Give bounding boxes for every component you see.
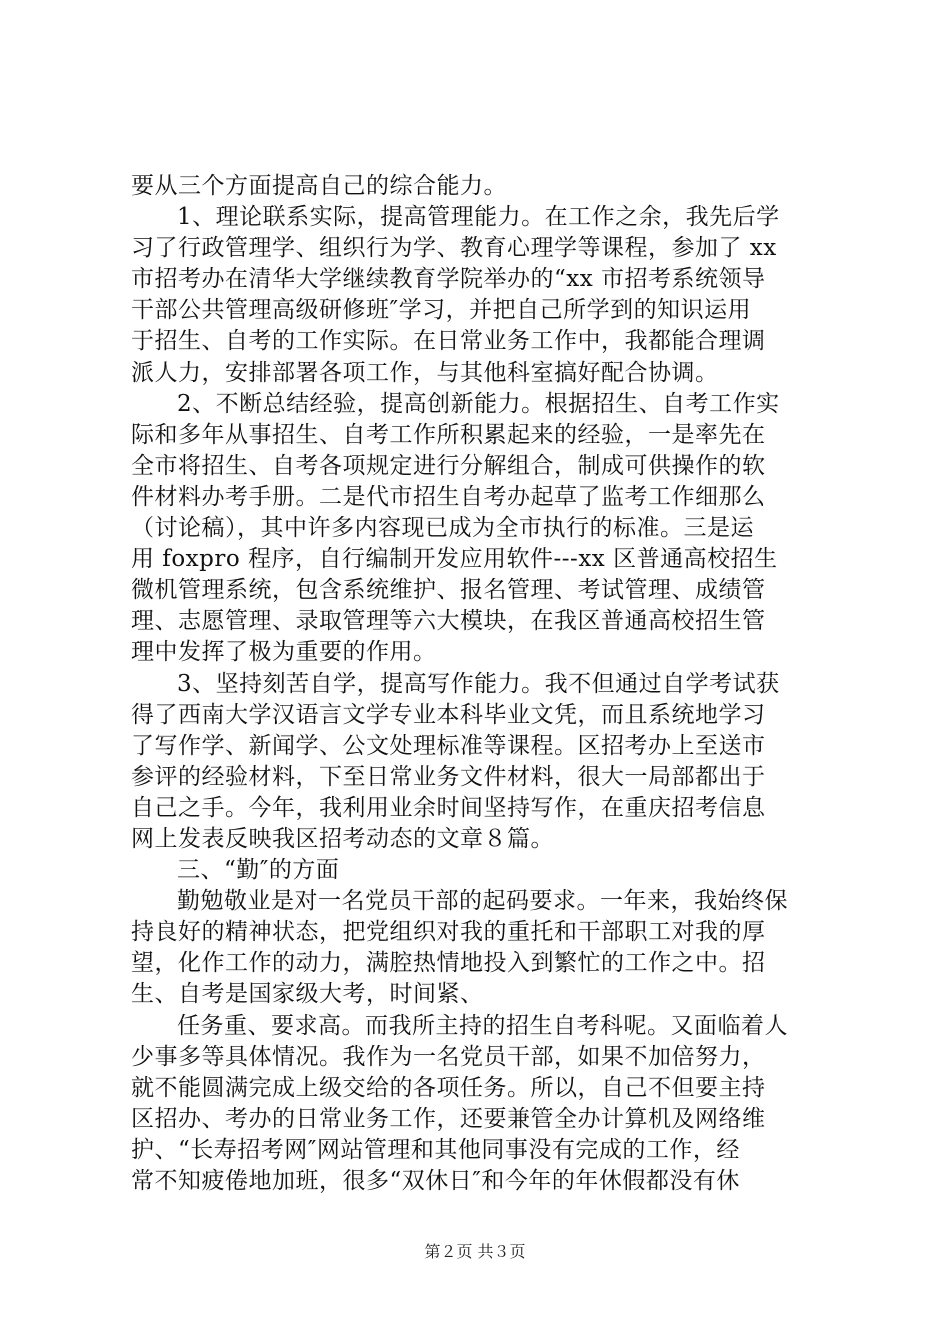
text-line: 就不能圆满完成上级交给的各项任务。所以，自己不但要主持 bbox=[131, 1074, 766, 1101]
text-line: 习了行政管理学、组织行为学、教育心理学等课程，参加了 xx bbox=[131, 235, 777, 262]
text-line: 微机管理系统，包含系统维护、报名管理、考试管理、成绩管 bbox=[131, 577, 766, 604]
text-line: 常不知疲倦地加班，很多“双休日″和今年的年休假都没有休 bbox=[131, 1168, 740, 1194]
page-footer: 第２页 共３页 bbox=[424, 1242, 526, 1261]
text-line: 持良好的精神状态，把党组织对我的重托和干部职工对我的厚 bbox=[131, 919, 766, 946]
text-line: 望，化作工作的动力，满腔热情地投入到繁忙的工作之中。招 bbox=[131, 950, 766, 977]
text-line: 派人力，安排部署各项工作，与其他科室搞好配合协调。 bbox=[131, 359, 719, 386]
text-line: 区招办、考办的日常业务工作，还要兼管全办计算机及网络维 bbox=[131, 1105, 766, 1132]
paragraph-start-line: 3、坚持刻苦自学，提高写作能力。我不但通过自学考试获 bbox=[177, 670, 780, 697]
paragraph-start-line: 2、不断总结经验，提高创新能力。根据招生、自考工作实 bbox=[177, 390, 780, 417]
text-line: （讨论稿），其中许多内容现已成为全市执行的标准。三是运 bbox=[131, 515, 754, 542]
text-line: 生、自考是国家级大考，时间紧、 bbox=[131, 981, 484, 1008]
text-line: 用 foxpro 程序，自行编制开发应用软件---xx 区普通高校招生 bbox=[131, 546, 778, 573]
document-body bbox=[131, 171, 831, 1197]
paragraph-start-line: 1、理论联系实际，提高管理能力。在工作之余，我先后学 bbox=[177, 204, 780, 231]
text-line: 件材料办考手册。二是代市招生自考办起草了监考工作细那么 bbox=[131, 483, 766, 510]
text-line: 参评的经验材料，下至日常业务文件材料，很大一局部都出于 bbox=[131, 763, 766, 790]
text-line: 于招生、自考的工作实际。在日常业务工作中，我都能合理调 bbox=[131, 328, 766, 355]
text-line: 要从三个方面提高自己的综合能力。 bbox=[131, 173, 507, 199]
text-line: 干部公共管理高级研修班″学习，并把自己所学到的知识运用 bbox=[131, 297, 752, 324]
text-line: 全市将招生、自考各项规定进行分解组合，制成可供操作的软 bbox=[131, 452, 766, 479]
text-line: 理、志愿管理、录取管理等六大模块，在我区普通高校招生管 bbox=[131, 608, 766, 635]
paragraph-start-line: 任务重、要求高。而我所主持的招生自考科呢。又面临着人 bbox=[177, 1012, 788, 1039]
text-line: 少事多等具体情况。我作为一名党员干部，如果不加倍努力， bbox=[131, 1043, 766, 1070]
text-line: 理中发挥了极为重要的作用。 bbox=[131, 639, 437, 666]
paragraph-start-line: 勤勉敬业是对一名党员干部的起码要求。一年来，我始终保 bbox=[177, 888, 788, 915]
text-line: 护、“长寿招考网″网站管理和其他同事没有完成的工作，经 bbox=[131, 1136, 740, 1163]
text-line: 自己之手。今年，我利用业余时间坚持写作，在重庆招考信息 bbox=[131, 794, 766, 821]
text-line: 市招考办在清华大学继续教育学院举办的“xx 市招考系统领导 bbox=[131, 266, 766, 293]
text-line: 网上发表反映我区招考动态的文章８篇。 bbox=[131, 825, 554, 852]
section-heading: 三、“勤″的方面 bbox=[177, 857, 340, 884]
text-line: 得了西南大学汉语言文学专业本科毕业文凭，而且系统地学习 bbox=[131, 701, 766, 728]
text-line: 了写作学、新闻学、公文处理标准等课程。区招考办上至送市 bbox=[131, 732, 766, 759]
text-line: 际和多年从事招生、自考工作所积累起来的经验，一是率先在 bbox=[131, 421, 766, 448]
